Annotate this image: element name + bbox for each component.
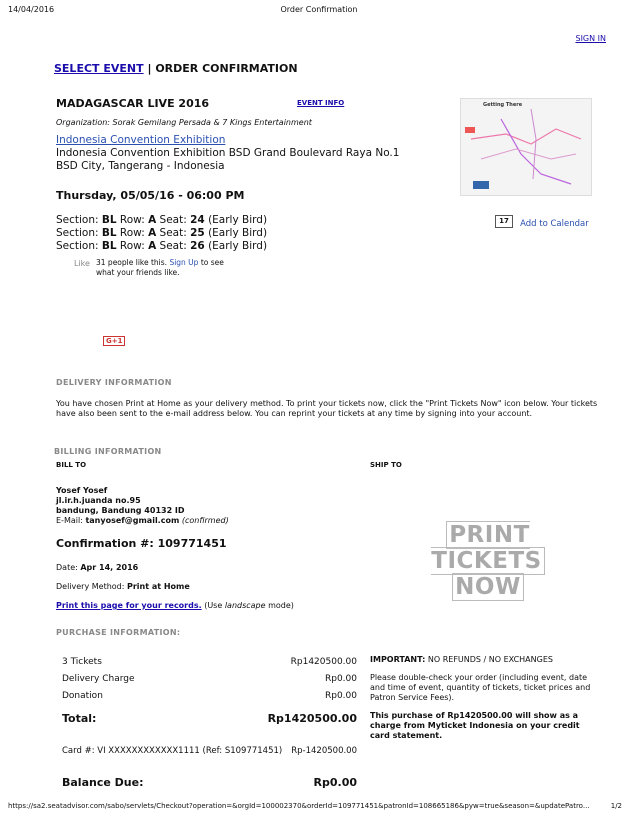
print-page-link[interactable]: Print this page for your records. — [56, 601, 202, 610]
delivery-method: Delivery Method: Print at Home — [56, 582, 190, 591]
map-title: Getting There — [483, 102, 523, 108]
like-text: 31 people like this. Sign Up to see what your friends like. — [96, 258, 224, 277]
bill-to-label: BILL TO — [56, 461, 87, 469]
order-date: Date: Apr 14, 2016 — [56, 563, 139, 572]
venue-address-2: BSD City, Tangerang - Indonesia — [56, 160, 225, 172]
breadcrumb — [54, 62, 298, 75]
purchase-line-label: 3 Tickets — [62, 657, 102, 667]
map-routes — [461, 99, 591, 195]
seat-list — [56, 214, 267, 253]
print-date: 14/04/2016 — [8, 5, 55, 14]
card-line-label: Card #: VI XXXXXXXXXXXX1111 (Ref: S109771451) — [62, 746, 283, 756]
calendar-icon: 17 — [495, 215, 513, 228]
card-line-amount: Rp-1420500.00 — [291, 746, 357, 756]
print-tickets-label-2: NOW — [452, 573, 524, 601]
delivery-heading: DELIVERY INFORMATION — [56, 378, 172, 387]
print-url: https://sa2.seatadvisor.com/sabo/servlets/Checkout?operation=&orgId=100002370&orderId=109771451&patronId=108665186&pyw=true&season=&updatePatro... — [8, 802, 590, 810]
balance-amount: Rp0.00 — [313, 776, 357, 789]
billing-city: bandung, Bandung 40132 ID — [56, 506, 185, 515]
purchase-heading: PURCHASE INFORMATION: — [56, 628, 181, 637]
sign-in-link[interactable]: SIGN IN — [575, 34, 606, 43]
total-label: Total: — [62, 712, 97, 725]
purchase-line-amount: Rp1420500.00 — [290, 657, 357, 667]
add-to-calendar-label: Add to Calendar — [520, 219, 589, 229]
event-info-link[interactable]: EVENT INFO — [297, 99, 345, 107]
organization: Organization: Sorak Gemilang Persada & 7 Kings Entertainment — [56, 118, 312, 127]
billing-street: jl.ir.h.juanda no.95 — [56, 496, 141, 505]
print-tickets-now-button[interactable] — [390, 522, 586, 600]
billing-email: E-Mail: tanyosef@gmail.com (confirmed) — [56, 516, 229, 525]
venue-address-1: Indonesia Convention Exhibition BSD Grand Boulevard Raya No.1 — [56, 147, 400, 159]
ship-to-label: SHIP TO — [370, 461, 402, 469]
print-title: Order Confirmation — [280, 5, 358, 14]
purchase-line-label: Delivery Charge — [62, 674, 135, 684]
seat-line: Section: BL Row: A Seat: 25 (Early Bird) — [56, 227, 268, 239]
venue-map-image[interactable] — [460, 98, 592, 196]
charge-notice: This purchase of Rp1420500.00 will show as a charge from Myticket Indonesia on your credit card statement. — [370, 711, 580, 740]
purchase-line-amount: Rp0.00 — [324, 691, 357, 701]
page-number: 1/2 — [610, 802, 622, 810]
total-amount: Rp1420500.00 — [267, 712, 357, 725]
purchase-line-label: Donation — [62, 691, 103, 701]
print-tickets-label-1: PRINT TICKETS — [431, 521, 544, 575]
balance-label: Balance Due: — [62, 776, 144, 789]
venue-link[interactable]: Indonesia Convention Exhibition — [56, 134, 226, 146]
sign-up-link[interactable]: Sign Up — [169, 258, 199, 267]
order-confirmation-crumb: ORDER CONFIRMATION — [155, 62, 298, 75]
event-name: MADAGASCAR LIVE 2016 — [56, 97, 210, 110]
billing-heading: BILLING INFORMATION — [54, 447, 162, 456]
seat-line: Section: BL Row: A Seat: 24 (Early Bird) — [56, 214, 268, 226]
seat-line: Section: BL Row: A Seat: 26 (Early Bird) — [56, 240, 268, 252]
google-plus-icon: G+1 — [103, 336, 125, 346]
google-plus-button[interactable] — [103, 328, 125, 347]
like-button[interactable]: Like — [74, 259, 90, 268]
event-datetime: Thursday, 05/05/16 - 06:00 PM — [56, 189, 245, 202]
confirmation-number: Confirmation #: 109771451 — [56, 537, 227, 550]
purchase-line-amount: Rp0.00 — [324, 674, 357, 684]
add-to-calendar[interactable] — [495, 211, 589, 230]
delivery-text: You have chosen Print at Home as your delivery method. To print your tickets now, click the "Print Tickets Now" icon below. Your tickets have also been sent to the e-mail address below. You can reprint your tickets at any time by signing into your account. — [56, 399, 598, 418]
breadcrumb-separator: | — [143, 62, 156, 75]
important-notice: IMPORTANT: NO REFUNDS / NO EXCHANGES — [370, 655, 553, 664]
select-event-link[interactable]: SELECT EVENT — [54, 62, 144, 75]
billing-name: Yosef Yosef — [56, 486, 108, 495]
print-records: Print this page for your records. (Use landscape mode) — [56, 601, 294, 610]
check-order-notice: Please double-check your order (including event, date and time of event, quantity of tickets, ticket prices and Patron Service Fees). — [370, 673, 591, 702]
